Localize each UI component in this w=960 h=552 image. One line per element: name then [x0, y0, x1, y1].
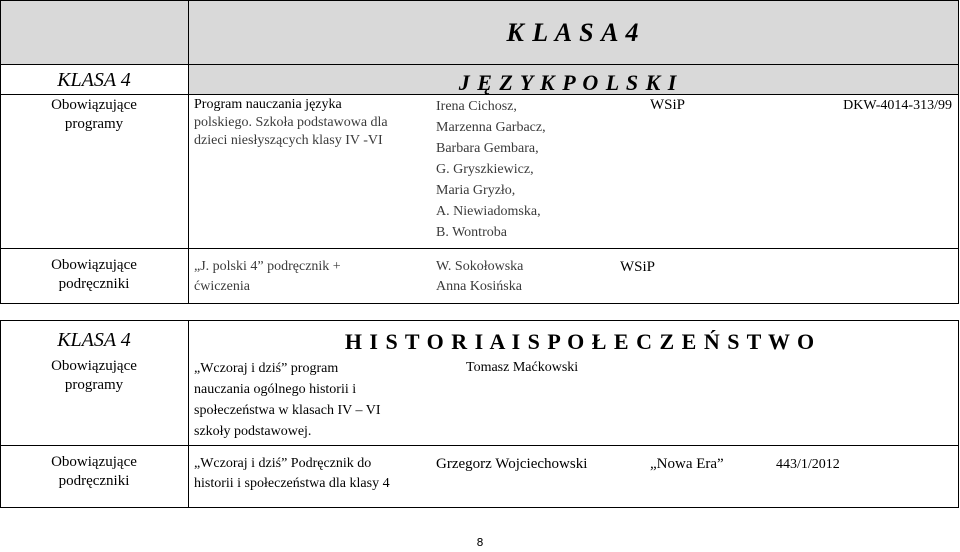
subject-heading: J Ę Z Y K P O L S K I — [458, 70, 678, 95]
author-line: W. Sokołowska — [436, 259, 524, 274]
programy-label — [0, 357, 188, 395]
label-line: Obowiązujące — [51, 97, 137, 113]
author-line: B. Wontroba — [436, 225, 507, 240]
label-line: programy — [64, 116, 124, 132]
page-number: 8 — [476, 536, 484, 549]
book-author: Grzegorz Wojciechowski — [436, 456, 588, 472]
book-publisher: „Nowa Era” — [650, 456, 724, 472]
author-line: Barbara Gembara, — [436, 141, 539, 156]
author-line: G. Gryszkiewicz, — [436, 162, 534, 177]
program-publisher: WSiP — [650, 97, 686, 113]
page-title: K L A S A 4 — [506, 18, 640, 47]
subject-heading: H I S T O R I A I S P O Ł E C Z E Ń S T W O — [344, 329, 816, 354]
rule — [0, 248, 959, 249]
program-number: DKW-4014-313/99 — [843, 98, 952, 113]
rule — [0, 320, 959, 321]
book-title — [194, 257, 424, 297]
rule — [958, 320, 959, 508]
label-line: podręczniki — [58, 276, 130, 292]
author-line: A. Niewiadomska, — [436, 204, 541, 219]
book-number: 443/1/2012 — [776, 457, 840, 472]
rule — [0, 507, 959, 508]
program-author: Tomasz Maćkowski — [466, 360, 579, 375]
text-line: dzieci niesłyszących klasy IV -VI — [194, 133, 383, 148]
podreczniki-label — [0, 453, 188, 491]
klasa-label: KLASA 4 — [57, 329, 131, 351]
author-line: Marzenna Garbacz, — [436, 120, 546, 135]
author-line: Maria Gryzło, — [436, 183, 516, 198]
rule — [0, 303, 959, 304]
book-authors — [436, 257, 616, 297]
author-line: Anna Kosińska — [436, 279, 522, 294]
text-line: „Wczoraj i dziś” Podręcznik do — [194, 456, 372, 471]
rule — [188, 320, 189, 508]
rule — [958, 0, 959, 304]
text-line: szkoły podstawowej. — [194, 424, 312, 439]
rule — [0, 0, 959, 1]
programy-label — [0, 96, 188, 134]
program-title — [194, 96, 424, 150]
text-line: polskiego. Szkoła podstawowa dla — [194, 115, 388, 130]
book-title — [194, 454, 429, 494]
text-line: „Wczoraj i dziś” program — [194, 361, 339, 376]
label-line: Obowiązujące — [51, 257, 137, 273]
program-title — [194, 358, 429, 442]
rule — [0, 445, 959, 446]
label-line: Obowiązujące — [51, 358, 137, 374]
klasa-label: KLASA 4 — [57, 69, 131, 91]
text-line: ćwiczenia — [194, 279, 250, 294]
label-line: Obowiązujące — [51, 454, 137, 470]
label-line: programy — [64, 377, 124, 393]
text-line: nauczania ogólnego historii i — [194, 382, 357, 397]
rule — [188, 0, 189, 304]
rule — [0, 64, 959, 65]
label-line: podręczniki — [58, 473, 130, 489]
text-line: historii i społeczeństwa dla klasy 4 — [194, 476, 390, 491]
program-authors — [436, 96, 616, 243]
podreczniki-label — [0, 256, 188, 294]
text-line: Program nauczania języka — [194, 97, 342, 112]
text-line: społeczeństwa w klasach IV – VI — [194, 403, 381, 418]
author-line: Irena Cichosz, — [436, 99, 517, 114]
book-publisher: WSiP — [620, 259, 656, 275]
text-line: „J. polski 4” podręcznik + — [194, 259, 341, 274]
